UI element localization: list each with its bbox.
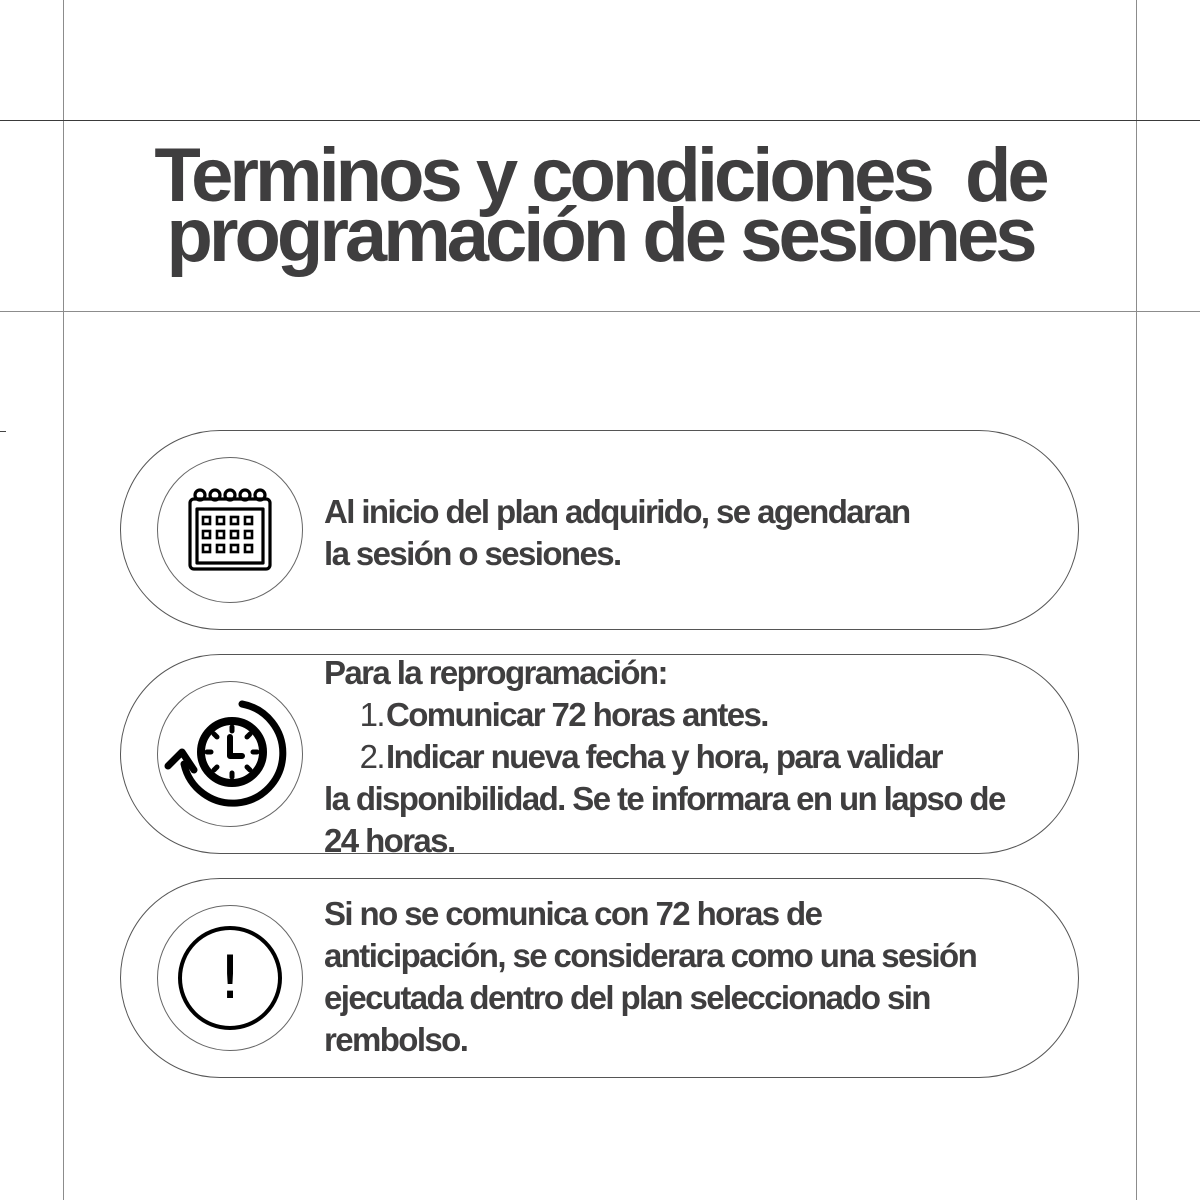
card-text [324,491,910,575]
margin-dash [0,431,6,432]
exclamation-icon [178,926,282,1030]
title-line-1: Terminos y condiciones de [154,133,1046,218]
card-line: Si no se comunica con 72 horas de [324,895,822,932]
title-line-2: programación de sesiones [166,193,1034,278]
calendar-icon [187,487,273,573]
list-item [324,736,1005,778]
page-title [63,133,1137,278]
list-item [324,694,1005,736]
icon-ring [157,457,303,603]
clock-reschedule-icon [162,694,298,814]
card-heading: Para la reprogramación: [324,654,667,691]
card-line: la sesión o sesiones. [324,535,621,572]
card-line: rembolso. [324,1021,468,1058]
card-text [324,893,976,1061]
card-text [324,652,1005,862]
term-card-scheduling [120,430,1079,630]
term-card-no-refund [120,878,1079,1078]
card-line: 24 horas. [324,822,455,859]
card-line: anticipación, se considerara como una sesión [324,937,977,974]
title-divider-line [0,311,1200,312]
card-line: la disponibilidad. Se te informara en un lapso de [324,780,1005,817]
list-text: Comunicar 72 horas antes. [386,696,768,733]
card-line: Al inicio del plan adquirido, se agendaran [324,493,910,530]
icon-ring [157,681,303,827]
list-number: 2. [359,738,384,775]
card-line: ejecutada dentro del plan seleccionado sin [324,979,930,1016]
top-guide-line [0,120,1200,121]
exclamation-glyph: ! [217,943,243,1013]
list-number: 1. [359,696,384,733]
list-text: Indicar nueva fecha y hora, para validar [386,738,942,775]
icon-ring [157,905,303,1051]
term-card-rescheduling [120,654,1079,859]
